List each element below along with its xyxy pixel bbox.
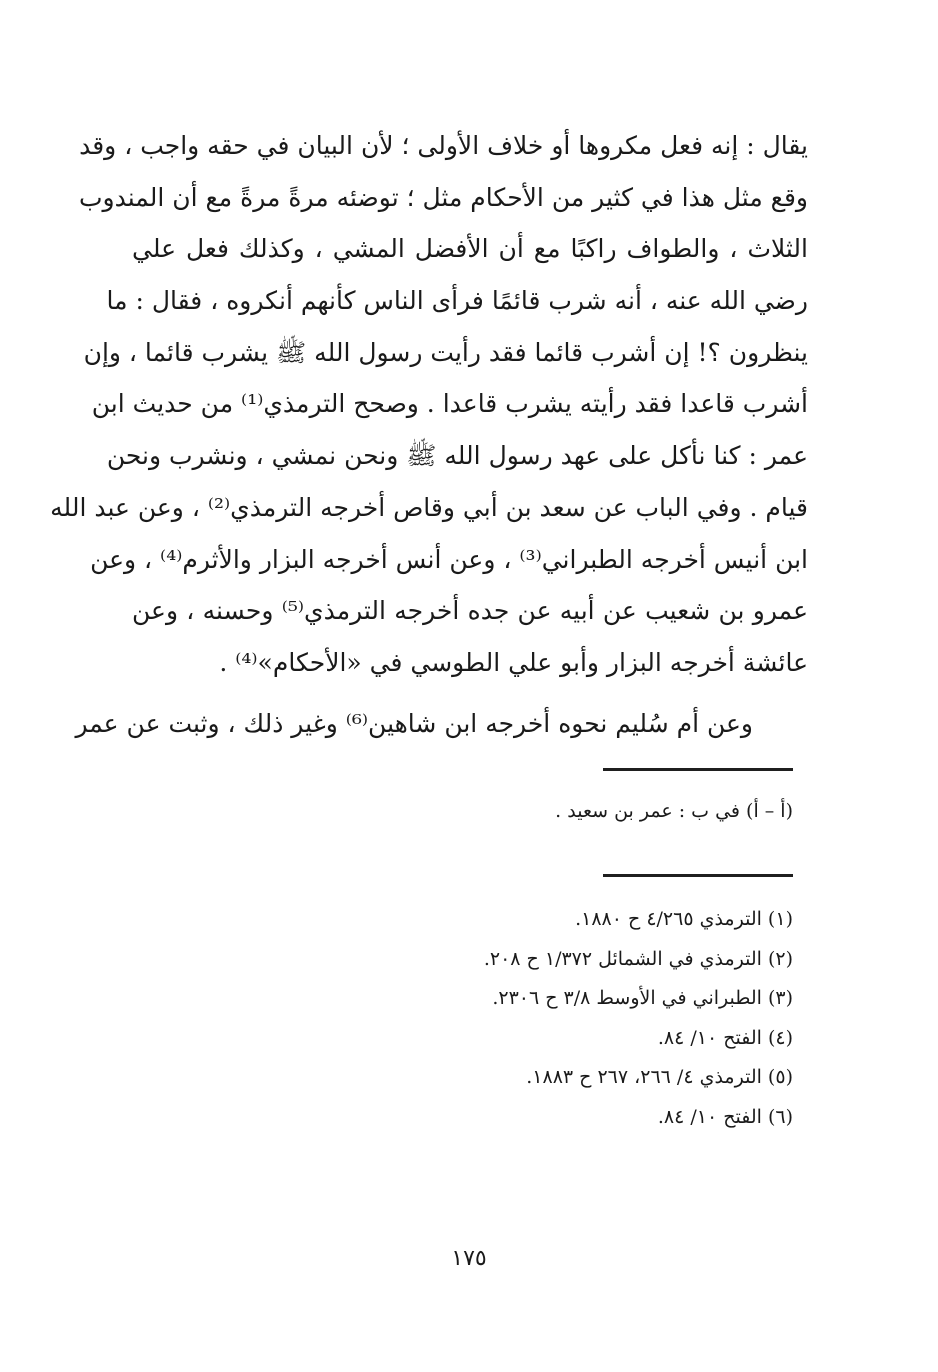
text-line: رضي الله عنه ، أنه شرب قائمًا فرأى الناس كأنهم أنكروه ، فقال : ما: [106, 286, 808, 316]
text-line: قيام . وفي الباب عن سعد بن أبي وقاص أخرجه الترمذي⁽²⁾ ، وعن عبد الله: [50, 492, 808, 522]
main-text: [50, 120, 808, 749]
footnote-item: (٢) الترمذي في الشمائل ١/٣٧٢ ح ٢٠٨.: [483, 947, 793, 970]
footnote-item: (٤) الفتح ١٠/ ٨٤.: [657, 1026, 793, 1049]
page-number: ١٧٥: [451, 1246, 487, 1271]
footnote-item: (٥) الترمذي ٤/ ٢٦٦، ٢٦٧ ح ١٨٨٣.: [526, 1066, 793, 1088]
paragraph-2: وعن أم سُليم نحوه أخرجه ابن شاهين⁽⁶⁾ وغير ذلك ، وثبت عن عمر: [75, 708, 753, 738]
text-line: أشرب قاعدا فقد رأيته يشرب قاعدا . وصحح الترمذي⁽¹⁾ من حديث ابن: [91, 389, 808, 419]
text-line: عائشة أخرجه البزار وأبو علي الطوسي في «الأحكام»⁽⁴⁾ .: [219, 647, 808, 677]
text-line: عمرو بن شعيب عن أبيه عن جده أخرجه الترمذي⁽⁵⁾ وحسنه ، وعن: [132, 596, 808, 626]
footnote-divider: [603, 874, 793, 877]
text-line: ينظرون ؟! إن أشرب قائما فقد رأيت رسول الله ﷺ يشرب قائما ، وإن: [83, 337, 808, 367]
footnote-item: (٦) الفتح ١٠/ ٨٤.: [657, 1105, 793, 1128]
text-line: وقع مثل هذا في كثير من الأحكام مثل ؛ توضئه مرةً مرةً مع أن المندوب: [79, 182, 808, 212]
footnotes: [484, 900, 793, 1137]
text-line: عمر : كنا نأكل على عهد رسول الله ﷺ ونحن نمشي ، ونشرب ونحن: [106, 441, 808, 471]
text-line: ابن أنيس أخرجه الطبراني⁽³⁾ ، وعن أنس أخرجه البزار والأثرم⁽⁴⁾ ، وعن: [90, 544, 808, 574]
footnote-item: (٣) الطبراني في الأوسط ٣/٨ ح ٢٣٠٦.: [492, 987, 793, 1009]
footnote-item: (١) الترمذي ٤/٢٦٥ ح ١٨٨٠.: [575, 908, 793, 930]
variant-divider: [603, 768, 793, 771]
variant-note: (أ – أ) في ب : عمر بن سعيد .: [555, 800, 793, 822]
text-line: يقال : إنه فعل مكروها أو خلاف الأولى ؛ لأن البيان في حقه واجب ، وقد: [79, 131, 808, 160]
text-line: الثلاث ، والطواف راكبًا مع أن الأفضل المشي ، وكذلك فعل علي: [132, 234, 808, 264]
